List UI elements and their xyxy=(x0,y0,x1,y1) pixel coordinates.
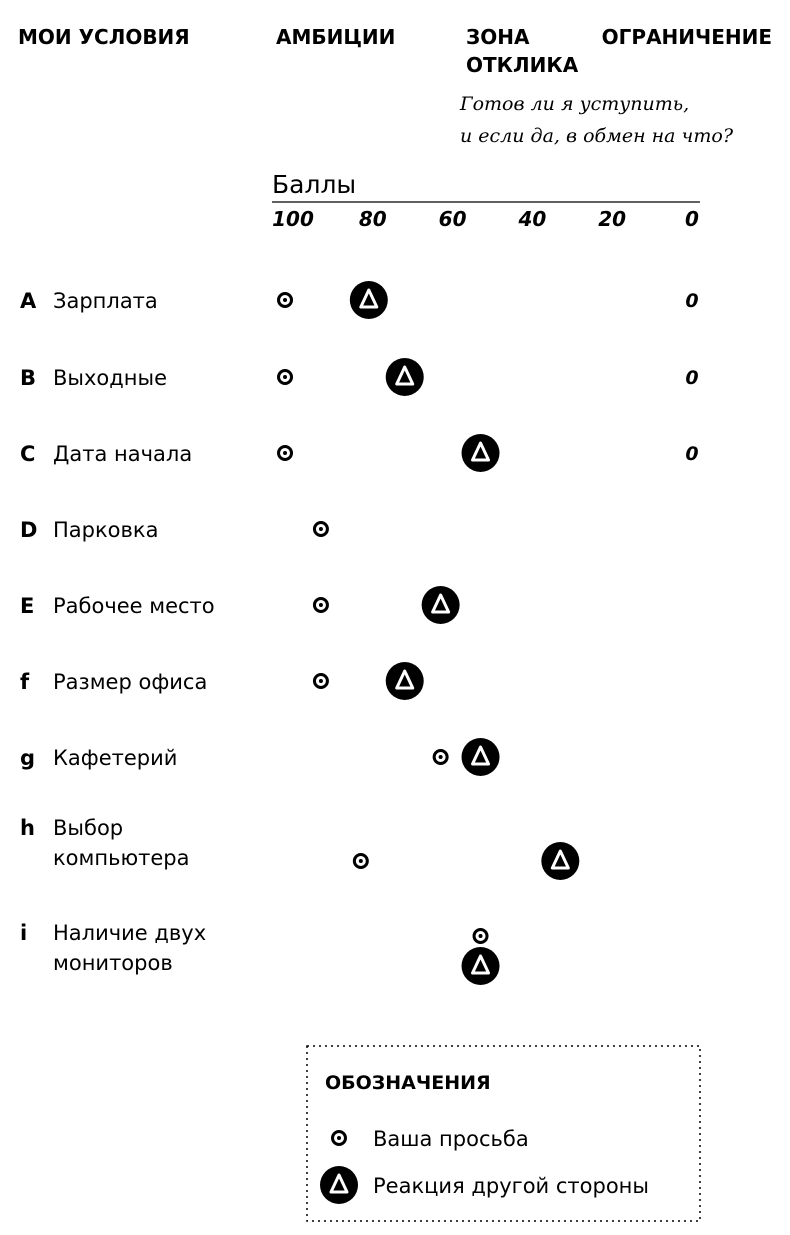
tick-label-40: 40 xyxy=(518,207,547,231)
request-marker-g xyxy=(434,751,447,764)
row-g xyxy=(20,738,500,776)
row-label-c: Дата начала xyxy=(53,442,193,466)
limit-marker-a: 0 xyxy=(685,290,699,312)
tick-label-0: 0 xyxy=(685,207,699,231)
header-zone-line1: ЗОНА xyxy=(466,25,530,49)
row-c xyxy=(20,434,699,472)
request-marker-f xyxy=(314,675,327,688)
limit-marker-c: 0 xyxy=(685,443,699,465)
condition-rows xyxy=(20,281,699,985)
note-line2: и если да, в обмен на что? xyxy=(460,125,734,147)
tick-label-20: 20 xyxy=(598,207,627,231)
row-id-b: B xyxy=(20,366,37,390)
response-marker-i xyxy=(462,947,500,985)
row-id-i: i xyxy=(20,921,28,945)
response-marker-b xyxy=(386,358,424,396)
row-id-f: f xyxy=(20,670,30,694)
limit-marker-b: 0 xyxy=(685,367,699,389)
row-f xyxy=(20,662,424,700)
header-ambitions: АМБИЦИИ xyxy=(276,25,396,49)
row-id-a: A xyxy=(20,289,37,313)
row-label-i-line2: мониторов xyxy=(53,951,173,975)
row-label-h-line2: компьютера xyxy=(53,846,190,870)
row-h xyxy=(20,816,579,880)
row-label-a: Зарплата xyxy=(53,289,158,313)
row-label-d: Парковка xyxy=(53,518,159,542)
request-marker-h xyxy=(354,855,367,868)
row-label-b: Выходные xyxy=(53,366,168,390)
row-e xyxy=(20,586,460,624)
request-marker-c xyxy=(279,447,292,460)
response-marker-g xyxy=(462,738,500,776)
axis-ticks xyxy=(272,207,699,231)
tick-label-60: 60 xyxy=(438,207,467,231)
row-label-h-line1: Выбор xyxy=(53,816,124,840)
tick-label-100: 100 xyxy=(272,207,314,231)
tick-label-80: 80 xyxy=(358,207,387,231)
header-conditions: МОИ УСЛОВИЯ xyxy=(18,25,190,49)
axis-title: Баллы xyxy=(272,170,357,199)
legend-response-label: Реакция другой стороны xyxy=(373,1174,649,1198)
row-label-g: Кафетерий xyxy=(53,746,178,770)
row-id-c: C xyxy=(20,442,36,466)
response-marker-h xyxy=(541,842,579,880)
request-marker-a xyxy=(279,294,292,307)
header-limit: ОГРАНИЧЕНИЕ xyxy=(601,25,772,49)
response-marker-c xyxy=(462,434,500,472)
request-marker-i xyxy=(474,930,487,943)
row-id-d: D xyxy=(20,518,38,542)
legend-request-label: Ваша просьба xyxy=(373,1127,529,1151)
note-line1: Готов ли я уступить, xyxy=(460,93,690,115)
legend-response-icon xyxy=(320,1166,358,1204)
response-marker-a xyxy=(350,281,388,319)
row-i xyxy=(20,921,500,985)
row-id-g: g xyxy=(20,746,36,770)
legend-title: ОБОЗНАЧЕНИЯ xyxy=(325,1072,491,1094)
row-label-e: Рабочее место xyxy=(53,594,215,618)
legend-request-icon xyxy=(333,1132,346,1145)
row-d xyxy=(20,518,327,542)
row-b xyxy=(20,358,699,396)
header-zone-line2: ОТКЛИКА xyxy=(466,53,579,77)
request-marker-e xyxy=(314,599,327,612)
request-marker-b xyxy=(279,371,292,384)
request-marker-d xyxy=(314,523,327,536)
response-marker-e xyxy=(422,586,460,624)
row-id-e: E xyxy=(20,594,35,618)
row-label-f: Размер офиса xyxy=(53,670,208,694)
row-a xyxy=(20,281,699,319)
row-id-h: h xyxy=(20,816,35,840)
response-marker-f xyxy=(386,662,424,700)
row-label-i-line1: Наличие двух xyxy=(53,921,207,945)
